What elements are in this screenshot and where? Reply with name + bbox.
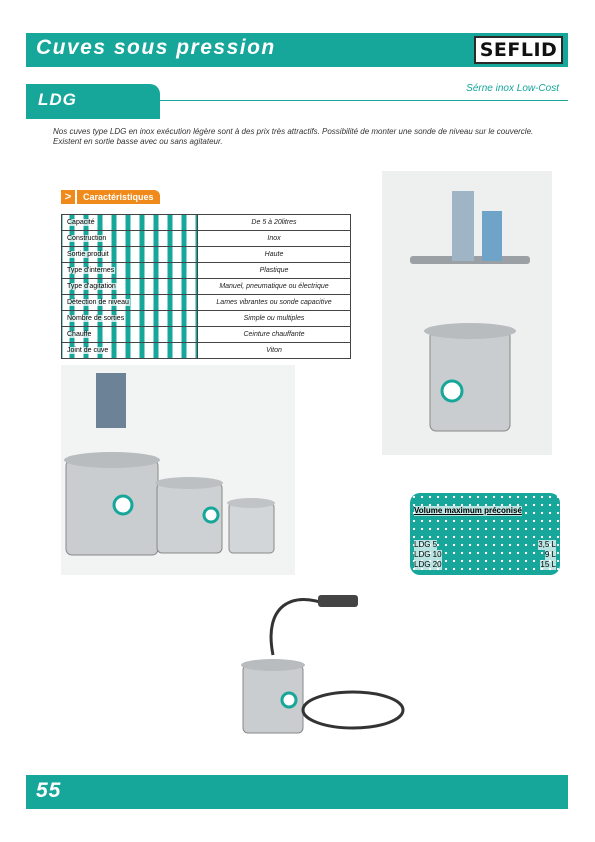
chevron-right-icon: > [61,190,75,204]
section-divider [160,100,568,101]
characteristic-label-text: Type d'agitation [67,283,116,290]
volume-value: 3,5 L [538,540,556,549]
characteristic-value: Inox [198,231,351,247]
series-label: Sérne inox Low-Cost [466,83,559,94]
table-row [62,311,351,327]
product-photo-agitator-tank [382,171,552,455]
volume-model: LDG 5 [414,540,438,549]
characteristics-table [61,214,351,359]
intro-text: Nos cuves type LDG en inox exécution légère sont à des prix très attractifs. Possibilité de monter une sonde de niveau sur le couvercle. Existent en sortie basse avec ou sans agitateur. [53,127,534,146]
table-row [62,215,351,231]
footer-bar [26,775,568,809]
table-row [62,263,351,279]
volume-model: LDG 10 [414,550,442,559]
volume-title: Volume maximum préconisé [414,506,522,515]
product-photo-spray-set [203,585,418,755]
volume-row [414,560,556,570]
characteristic-label-text: Détection de niveau [67,299,129,306]
characteristic-value: De 5 à 20litres [198,215,351,231]
characteristics-heading: Caractéristiques [77,190,160,204]
volume-panel [414,500,556,570]
characteristic-value: Ceinture chauffante [198,327,351,343]
characteristic-label-text: Sortie produit [67,251,109,258]
table-row [62,327,351,343]
characteristic-value: Haute [198,247,351,263]
characteristic-value: Manuel, pneumatique ou électrique [198,279,351,295]
characteristic-value: Viton [198,343,351,359]
volume-row [414,540,556,550]
characteristic-label-text: Joint de cuve [67,347,109,354]
volume-value: 15 L [540,560,556,569]
characteristic-label [62,327,198,343]
volume-value: 9 L [544,550,556,559]
characteristic-label [62,215,198,231]
characteristic-label [62,247,198,263]
page-number: 55 [36,779,62,802]
characteristic-label [62,263,198,279]
characteristic-label [62,231,198,247]
product-photo-tank-range [61,365,295,575]
brand-logo: SEFLID [474,36,563,64]
characteristic-label [62,343,198,359]
table-row [62,247,351,263]
volume-row [414,550,556,560]
table-row [62,279,351,295]
table-row [62,231,351,247]
characteristic-label [62,311,198,327]
table-row [62,295,351,311]
section-title: LDG [38,90,77,109]
characteristic-value: Simple ou multiples [198,311,351,327]
characteristic-label-text: Construction [67,235,107,242]
page-title: Cuves sous pression [36,36,276,59]
characteristic-label-text: Chauffe [67,331,92,338]
characteristic-label-text: Type d'internes [67,267,115,274]
characteristic-label-text: Capacité [67,219,95,226]
volume-rows [414,540,556,570]
characteristic-value: Lames vibrantes ou sonde capacitive [198,295,351,311]
table-row [62,343,351,359]
characteristic-label [62,279,198,295]
characteristic-label-text: Nombre de sorties [67,315,125,322]
volume-model: LDG 20 [414,560,442,569]
characteristic-label [62,295,198,311]
characteristic-value: Plastique [198,263,351,279]
